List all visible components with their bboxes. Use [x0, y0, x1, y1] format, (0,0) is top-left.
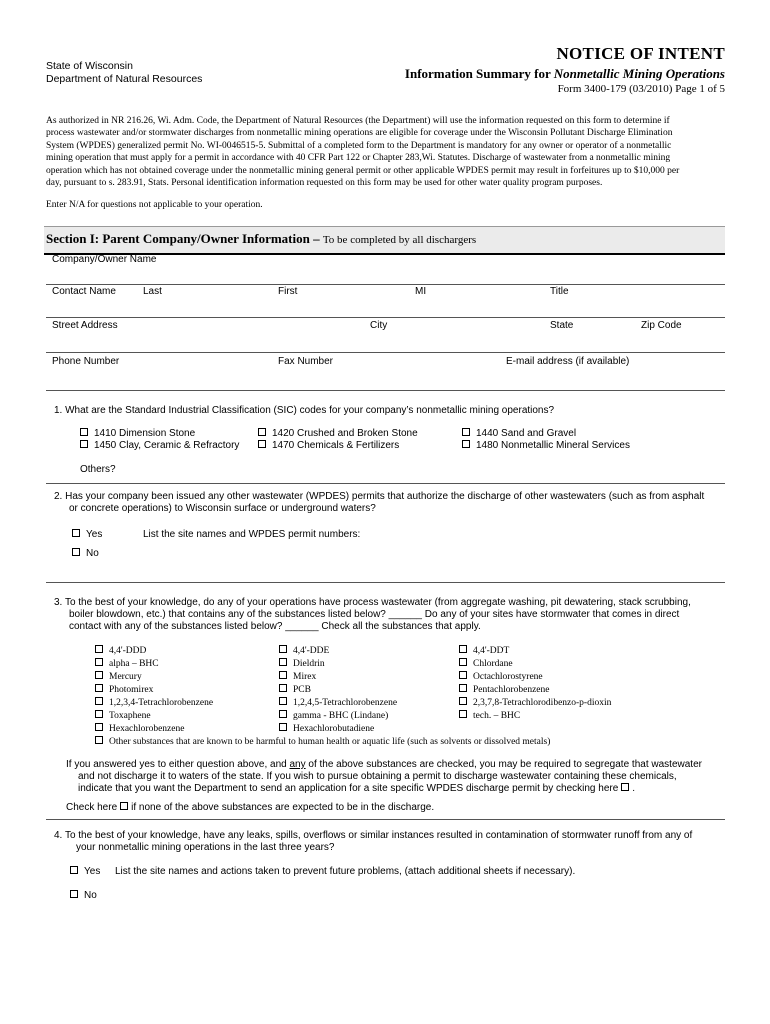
- substance-label: Mirex: [293, 672, 317, 682]
- substance-option[interactable]: [459, 684, 550, 695]
- q2-no[interactable]: [72, 548, 99, 559]
- substance-label: Octachlorostyrene: [473, 672, 543, 682]
- check-here-text: Check here: [66, 802, 118, 813]
- sic-1420[interactable]: [258, 428, 418, 439]
- other-substances-label: Other substances that are known to be harmful to human health or aquatic life (such as solvents or dissolved metals): [109, 737, 551, 747]
- substance-option[interactable]: [459, 671, 543, 682]
- sic-option-label: 1480 Nonmetallic Mineral Services: [476, 440, 630, 451]
- q3-check-here: [66, 802, 434, 813]
- checkbox[interactable]: [258, 440, 266, 448]
- checkbox[interactable]: [95, 697, 103, 705]
- substance-option[interactable]: [279, 671, 316, 682]
- q4-list-prompt: List the site names and actions taken to prevent future problems, (attach additional sheets if necessary).: [115, 866, 576, 877]
- site-specific-permit-checkbox[interactable]: [621, 783, 629, 791]
- form-subtitle-italic: Nonmetallic Mining Operations: [553, 66, 725, 81]
- sic-1480[interactable]: [462, 440, 630, 451]
- q3-divider: [46, 819, 725, 820]
- section1-title: [46, 231, 476, 247]
- substance-label: Dieldrin: [293, 659, 325, 669]
- intro-line: mining operation that must apply for a permit in accordance with 40 CFR Part 122 or Chapter 283,Wi. Statutes. Discharge of wastewater from a nonmetallic mining: [46, 153, 671, 164]
- checkbox[interactable]: [80, 428, 88, 436]
- section1-subtitle: To be completed by all dischargers: [322, 234, 477, 246]
- checkbox[interactable]: [459, 658, 467, 666]
- checkbox[interactable]: [95, 723, 103, 731]
- substance-label: 1,2,4,5-Tetrachlorobenzene: [293, 698, 398, 708]
- q3-line3: contact with any of the substances listed below? ______ Check all the substances that apply.: [69, 621, 481, 632]
- address-field[interactable]: [46, 352, 725, 353]
- checkbox[interactable]: [95, 684, 103, 692]
- sic-1410[interactable]: [80, 428, 195, 439]
- fax-number-label: Fax Number: [278, 356, 334, 367]
- no-label: No: [86, 548, 99, 559]
- last-name-label: Last: [143, 286, 162, 297]
- zip-code-label: Zip Code: [641, 320, 682, 331]
- intro-line: process wastewater and/or stormwater discharges from nonmetallic mining operations are eligible for coverage under the Wisconsin Pollutant Discharge Elimination: [46, 128, 673, 139]
- checkbox[interactable]: [95, 710, 103, 718]
- substance-option[interactable]: [279, 684, 311, 695]
- q4-line1: 4. To the best of your knowledge, have any leaks, spills, overflows or similar instances resulted in contamination of stormwater runoff from any of: [54, 830, 693, 841]
- mi-label: MI: [415, 286, 427, 297]
- substance-label: 4,4'-DDE: [293, 646, 330, 656]
- email-label: E-mail address (if available): [506, 356, 630, 367]
- substance-option[interactable]: [279, 723, 374, 734]
- checkbox[interactable]: [459, 684, 467, 692]
- sic-1450[interactable]: [80, 440, 239, 451]
- checkbox[interactable]: [459, 671, 467, 679]
- sic-option-label: 1420 Crushed and Broken Stone: [272, 428, 418, 439]
- checkbox[interactable]: [462, 428, 470, 436]
- q3-line2: boiler blowdown, etc.) that contains any of the substances listed below? ______ Do any of your sites have stormwater that comes in direct: [69, 609, 680, 620]
- substance-option[interactable]: [459, 645, 509, 656]
- intro-line: day, pursuant to s. 283.91, Stats. Personal identification information requested on this form may be used for other water quality program purposes.: [46, 178, 603, 189]
- form-subtitle: [405, 66, 725, 82]
- substance-option[interactable]: [95, 723, 184, 734]
- form-number: Form 3400-179 (03/2010) Page 1 of 5: [557, 83, 725, 95]
- substance-label: Chlordane: [473, 659, 513, 669]
- substance-label: PCB: [293, 685, 311, 695]
- checkbox[interactable]: [279, 671, 287, 679]
- q3-line1: 3. To the best of your knowledge, do any of your operations have process wastewater (from aggregate washing, pit dewatering, stack scrubbing,: [54, 597, 691, 608]
- company-owner-label: Company/Owner Name: [52, 254, 157, 265]
- checkbox[interactable]: [279, 723, 287, 731]
- form-title: NOTICE OF INTENT: [556, 44, 725, 63]
- phone-field[interactable]: [46, 390, 725, 391]
- na-note: Enter N/A for questions not applicable to your operation.: [46, 200, 263, 210]
- first-name-label: First: [278, 286, 298, 297]
- yes-label: Yes: [86, 529, 103, 540]
- substance-option[interactable]: [95, 645, 146, 656]
- checkbox[interactable]: [80, 440, 88, 448]
- substance-label: tech. – BHC: [473, 711, 521, 721]
- intro-paragraph: [46, 115, 679, 189]
- substance-label: gamma - BHC (Lindane): [293, 711, 389, 721]
- q1-text: 1. What are the Standard Industrial Classification (SIC) codes for your company’s nonmetallic mining operations?: [54, 405, 555, 416]
- note-text: If you answered yes to either question above, and: [66, 759, 290, 770]
- substance-label: Toxaphene: [109, 711, 151, 721]
- agency-department: Department of Natural Resources: [46, 73, 203, 85]
- checkbox[interactable]: [72, 529, 80, 537]
- substance-label: 1,2,3,4-Tetrachlorobenzene: [109, 698, 214, 708]
- q2-list-prompt: List the site names and WPDES permit numbers:: [143, 529, 361, 540]
- title-label: Title: [550, 286, 569, 297]
- note-text: of the above substances are checked, you may be required to segregate that wastewater: [305, 759, 702, 770]
- checkbox[interactable]: [95, 736, 103, 744]
- substance-option[interactable]: [459, 658, 513, 669]
- substance-label: 4,4'-DDD: [109, 646, 147, 656]
- q2-line1: 2. Has your company been issued any other wastewater (WPDES) permits that authorize the discharge of other wastewaters (such as from asphalt: [54, 491, 705, 502]
- q4-no[interactable]: [70, 890, 97, 901]
- checkbox[interactable]: [279, 645, 287, 653]
- other-substances-option[interactable]: [95, 736, 550, 747]
- substance-option[interactable]: [459, 710, 520, 721]
- q2-yes[interactable]: [72, 529, 102, 540]
- q2-divider: [46, 582, 725, 583]
- intro-line: As authorized in NR 216.26, Wi. Adm. Code, the Department of Natural Resources (the Department) will use the information requested on this form to determine if: [46, 116, 670, 126]
- substance-label: Photomirex: [109, 685, 154, 695]
- form-subtitle-plain: Information Summary for: [404, 66, 554, 81]
- checkbox[interactable]: [279, 658, 287, 666]
- phone-number-label: Phone Number: [52, 356, 120, 367]
- contact-name-field[interactable]: [46, 317, 725, 318]
- sic-option-label: 1450 Clay, Ceramic & Refractory: [94, 440, 240, 451]
- q2-line2: or concrete operations) to Wisconsin surface or underground waters?: [69, 503, 376, 514]
- substance-option[interactable]: [279, 710, 388, 721]
- checkbox[interactable]: [70, 890, 78, 898]
- substance-option[interactable]: [95, 684, 153, 695]
- intro-line: System (WPDES) generalized permit No. WI-0046515-5. Submittal of a completed form to the Department is mandatory for any owner or operator of a nonmetallic: [46, 140, 672, 151]
- substance-label: 4,4'-DDT: [473, 646, 510, 656]
- checkbox[interactable]: [279, 710, 287, 718]
- checkbox[interactable]: [72, 548, 80, 556]
- q4-line2: your nonmetallic mining operations in the last three years?: [76, 842, 335, 853]
- section1-title-bold: Section I: Parent Company/Owner Information –: [46, 231, 323, 246]
- checkbox[interactable]: [459, 710, 467, 718]
- substance-option[interactable]: [279, 645, 329, 656]
- company-owner-field[interactable]: [46, 284, 725, 285]
- substance-label: Mercury: [109, 672, 142, 682]
- substance-label: Hexachlorobenzene: [109, 724, 185, 734]
- contact-name-label: Contact Name: [52, 286, 116, 297]
- yes-label: Yes: [84, 866, 101, 877]
- check-here-text: if none of the above substances are expected to be in the discharge.: [131, 802, 435, 813]
- substance-option[interactable]: [95, 658, 159, 669]
- q1-divider: [46, 483, 725, 484]
- sic-option-label: 1440 Sand and Gravel: [476, 428, 577, 439]
- checkbox[interactable]: [70, 866, 78, 874]
- note-emphasis: any: [289, 759, 306, 770]
- checkbox[interactable]: [459, 645, 467, 653]
- substance-label: 2,3,7,8-Tetrachlorodibenzo-p-dioxin: [473, 698, 612, 708]
- substance-option[interactable]: [279, 658, 325, 669]
- note-text: indicate that you want the Department to send an application for a site specific WPDES discharge permit by checking here: [78, 783, 619, 794]
- checkbox[interactable]: [279, 697, 287, 705]
- none-expected-checkbox[interactable]: [120, 802, 128, 810]
- substance-label: Pentachlorobenzene: [473, 685, 550, 695]
- checkbox[interactable]: [279, 684, 287, 692]
- checkbox[interactable]: [459, 697, 467, 705]
- substance-option[interactable]: [459, 697, 611, 708]
- sic-option-label: 1470 Chemicals & Fertilizers: [272, 440, 400, 451]
- checkbox[interactable]: [258, 428, 266, 436]
- checkbox[interactable]: [95, 671, 103, 679]
- street-address-label: Street Address: [52, 320, 118, 331]
- substance-option[interactable]: [95, 710, 151, 721]
- substance-label: Hexachlorobutadiene: [293, 724, 375, 734]
- sic-others-label: Others?: [80, 464, 116, 475]
- substance-option[interactable]: [279, 697, 397, 708]
- checkbox[interactable]: [95, 658, 103, 666]
- intro-line: operation which has not obtained coverage under the nonmetallic mining general permit or other applicable WPDES permit may result in forfeitures up to $10,000 per: [46, 165, 680, 176]
- sic-1440[interactable]: [462, 428, 576, 439]
- sic-option-label: 1410 Dimension Stone: [94, 428, 196, 439]
- agency-name: State of Wisconsin: [46, 60, 133, 72]
- q4-yes[interactable]: [70, 866, 100, 877]
- no-label: No: [84, 890, 97, 901]
- substance-label: alpha – BHC: [109, 659, 159, 669]
- sic-1470[interactable]: [258, 440, 399, 451]
- q3-note-line1: [66, 759, 702, 770]
- substance-option[interactable]: [95, 671, 142, 682]
- city-label: City: [370, 320, 388, 331]
- checkbox[interactable]: [95, 645, 103, 653]
- q3-note-line2: and not discharge it to waters of the state. If you wish to pursue obtaining a permit to discharge wastewater containing these chemicals,: [78, 771, 677, 782]
- substance-option[interactable]: [95, 697, 213, 708]
- state-label: State: [550, 320, 574, 331]
- q3-note-line3: indicate that you want the Department to send an application for a site specific WPDES discharge permit by checking here .: [78, 783, 636, 794]
- checkbox[interactable]: [462, 440, 470, 448]
